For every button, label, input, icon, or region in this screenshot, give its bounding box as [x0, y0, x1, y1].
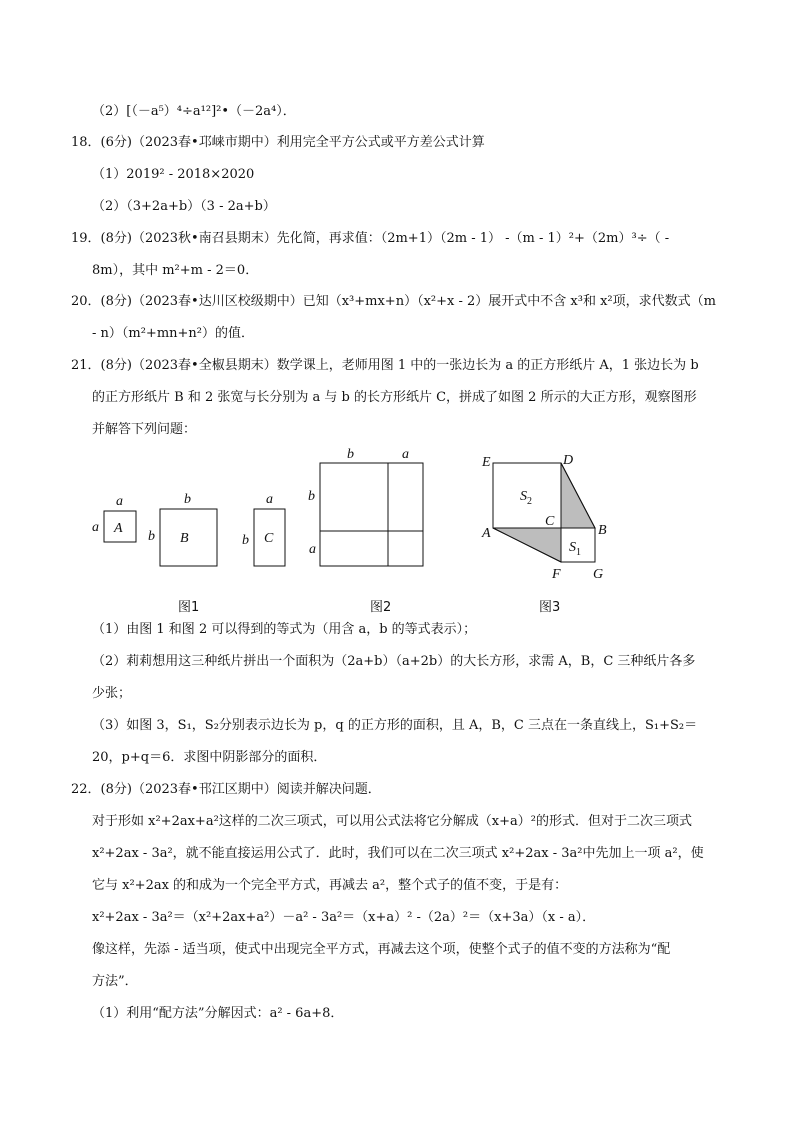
label-S2: $S_2$ [520, 489, 532, 507]
fig2-caption: 图2 [370, 600, 392, 615]
point-A: A [482, 526, 491, 541]
q22-p2: x²+2ax - 3a²，就不能直接运用公式了．此时，我们可以在二次三项式 x²+2ax - 3a²中先加上一项 a²，使 [92, 846, 704, 861]
q21-line2: 的正方形纸片 B 和 2 张宽与长分别为 a 与 b 的长方形纸片 C，拼成了如图 2 所示的大正方形，观察图形 [92, 390, 697, 405]
big-square [320, 463, 423, 566]
figures-svg [80, 448, 720, 618]
q18-part2: （2）（3+2a+b）（3 - 2a+b） [92, 199, 276, 214]
q21-part1: （1）由图 1 和图 2 可以得到的等式为（用含 a，b 的等式表示）； [92, 622, 477, 637]
q22-p5: 像这样，先添 - 适当项，使式中出现完全平方式，再减去这个项，使整个式子的值不变的方法称为“配 [92, 942, 671, 957]
label-S1: $S_1$ [569, 540, 581, 558]
q19-line2: 8m），其中 m²+m - 2＝0． [92, 263, 259, 278]
fig2-left-a: a [309, 542, 316, 557]
fig2-top-b: b [347, 447, 354, 462]
point-B: B [598, 523, 607, 538]
q22-part1: （1）利用“配方法”分解因式：a² - 6a+8． [92, 1006, 344, 1021]
fig1-caption: 图1 [178, 600, 200, 615]
q22-p6: 方法”． [92, 974, 138, 989]
card-A-top-side: a [116, 494, 123, 509]
card-B-left-side: b [148, 529, 155, 544]
q18-part1: （1）2019² - 2018×2020 [92, 167, 255, 182]
q21-part2-line2: 少张； [92, 686, 132, 701]
fig2-left-b: b [308, 489, 315, 504]
point-D: D [563, 453, 574, 468]
fig2 [308, 447, 423, 566]
card-B-label: B [180, 531, 189, 546]
point-F: F [552, 567, 561, 582]
q21-line1: 21．(8分)（2023春•全椒县期末）数学课上，老师用图 1 中的一张边长为 a 的正方形纸片 A，1 张边长为 b [71, 358, 699, 373]
fig3-caption: 图3 [539, 600, 561, 615]
q21-part3-line2: 20，p+q＝6．求图中阴影部分的面积． [92, 750, 327, 765]
q22-stem: 22．(8分)（2023春•邗江区期中）阅读并解决问题． [71, 782, 381, 797]
q19-line1: 19．(8分)（2023秋•南召县期末）先化简，再求值：（2m+1）（2m - 1） -（m - 1）²+（2m）³÷（ - [71, 231, 670, 246]
point-C: C [545, 514, 555, 529]
q21-part2-line1: （2）莉莉想用这三种纸片拼出一个面积为（2a+b）（a+2b）的大长方形，求需 A，B，C 三种纸片各多 [92, 654, 696, 669]
q20-line1: 20．(8分)（2023春•达川区校级期中）已知（x³+mx+n）（x²+x - 2）展开式中不含 x³和 x²项，求代数式（m [71, 294, 716, 309]
q18-stem: 18．(6分)（2023春•邛崃市期中）利用完全平方公式或平方差公式计算 [71, 135, 485, 150]
card-A-label: A [114, 521, 123, 536]
q22-p1: 对于形如 x²+2ax+a²这样的二次三项式，可以用公式法将它分解成（x+a）²的形式．但对于二次三项式 [92, 814, 692, 829]
fig2-top-a: a [402, 447, 409, 462]
card-A-left-side: a [92, 520, 99, 535]
q22-p4: x²+2ax - 3a²＝（x²+2ax+a²）－a² - 3a²＝（x+a）² -（2a）²＝（x+3a）（x - a）． [92, 910, 596, 925]
fig3 [481, 453, 607, 582]
card-C-left-side: b [242, 533, 249, 548]
point-G: G [593, 567, 604, 582]
q17-part2: （2）[（－a⁵）⁴÷a¹²]²•（－2a⁴）． [92, 104, 296, 119]
card-B-top-side: b [184, 492, 191, 507]
card-C-label: C [264, 531, 274, 546]
q22-p3: 它与 x²+2ax 的和成为一个完全平方式，再减去 a²，整个式子的值不变，于是有： [92, 878, 568, 893]
q21-part3-line1: （3）如图 3，S₁，S₂分别表示边长为 p，q 的正方形的面积，且 A，B，C 三点在一条直线上，S₁+S₂＝ [92, 718, 698, 733]
point-E: E [482, 455, 491, 470]
q21-figures [80, 448, 720, 618]
card-C-top-side: a [266, 492, 273, 507]
fig1 [92, 492, 285, 566]
q21-line3: 并解答下列问题： [92, 422, 197, 437]
q20-line2: - n）（m²+mn+n²）的值． [92, 326, 255, 341]
